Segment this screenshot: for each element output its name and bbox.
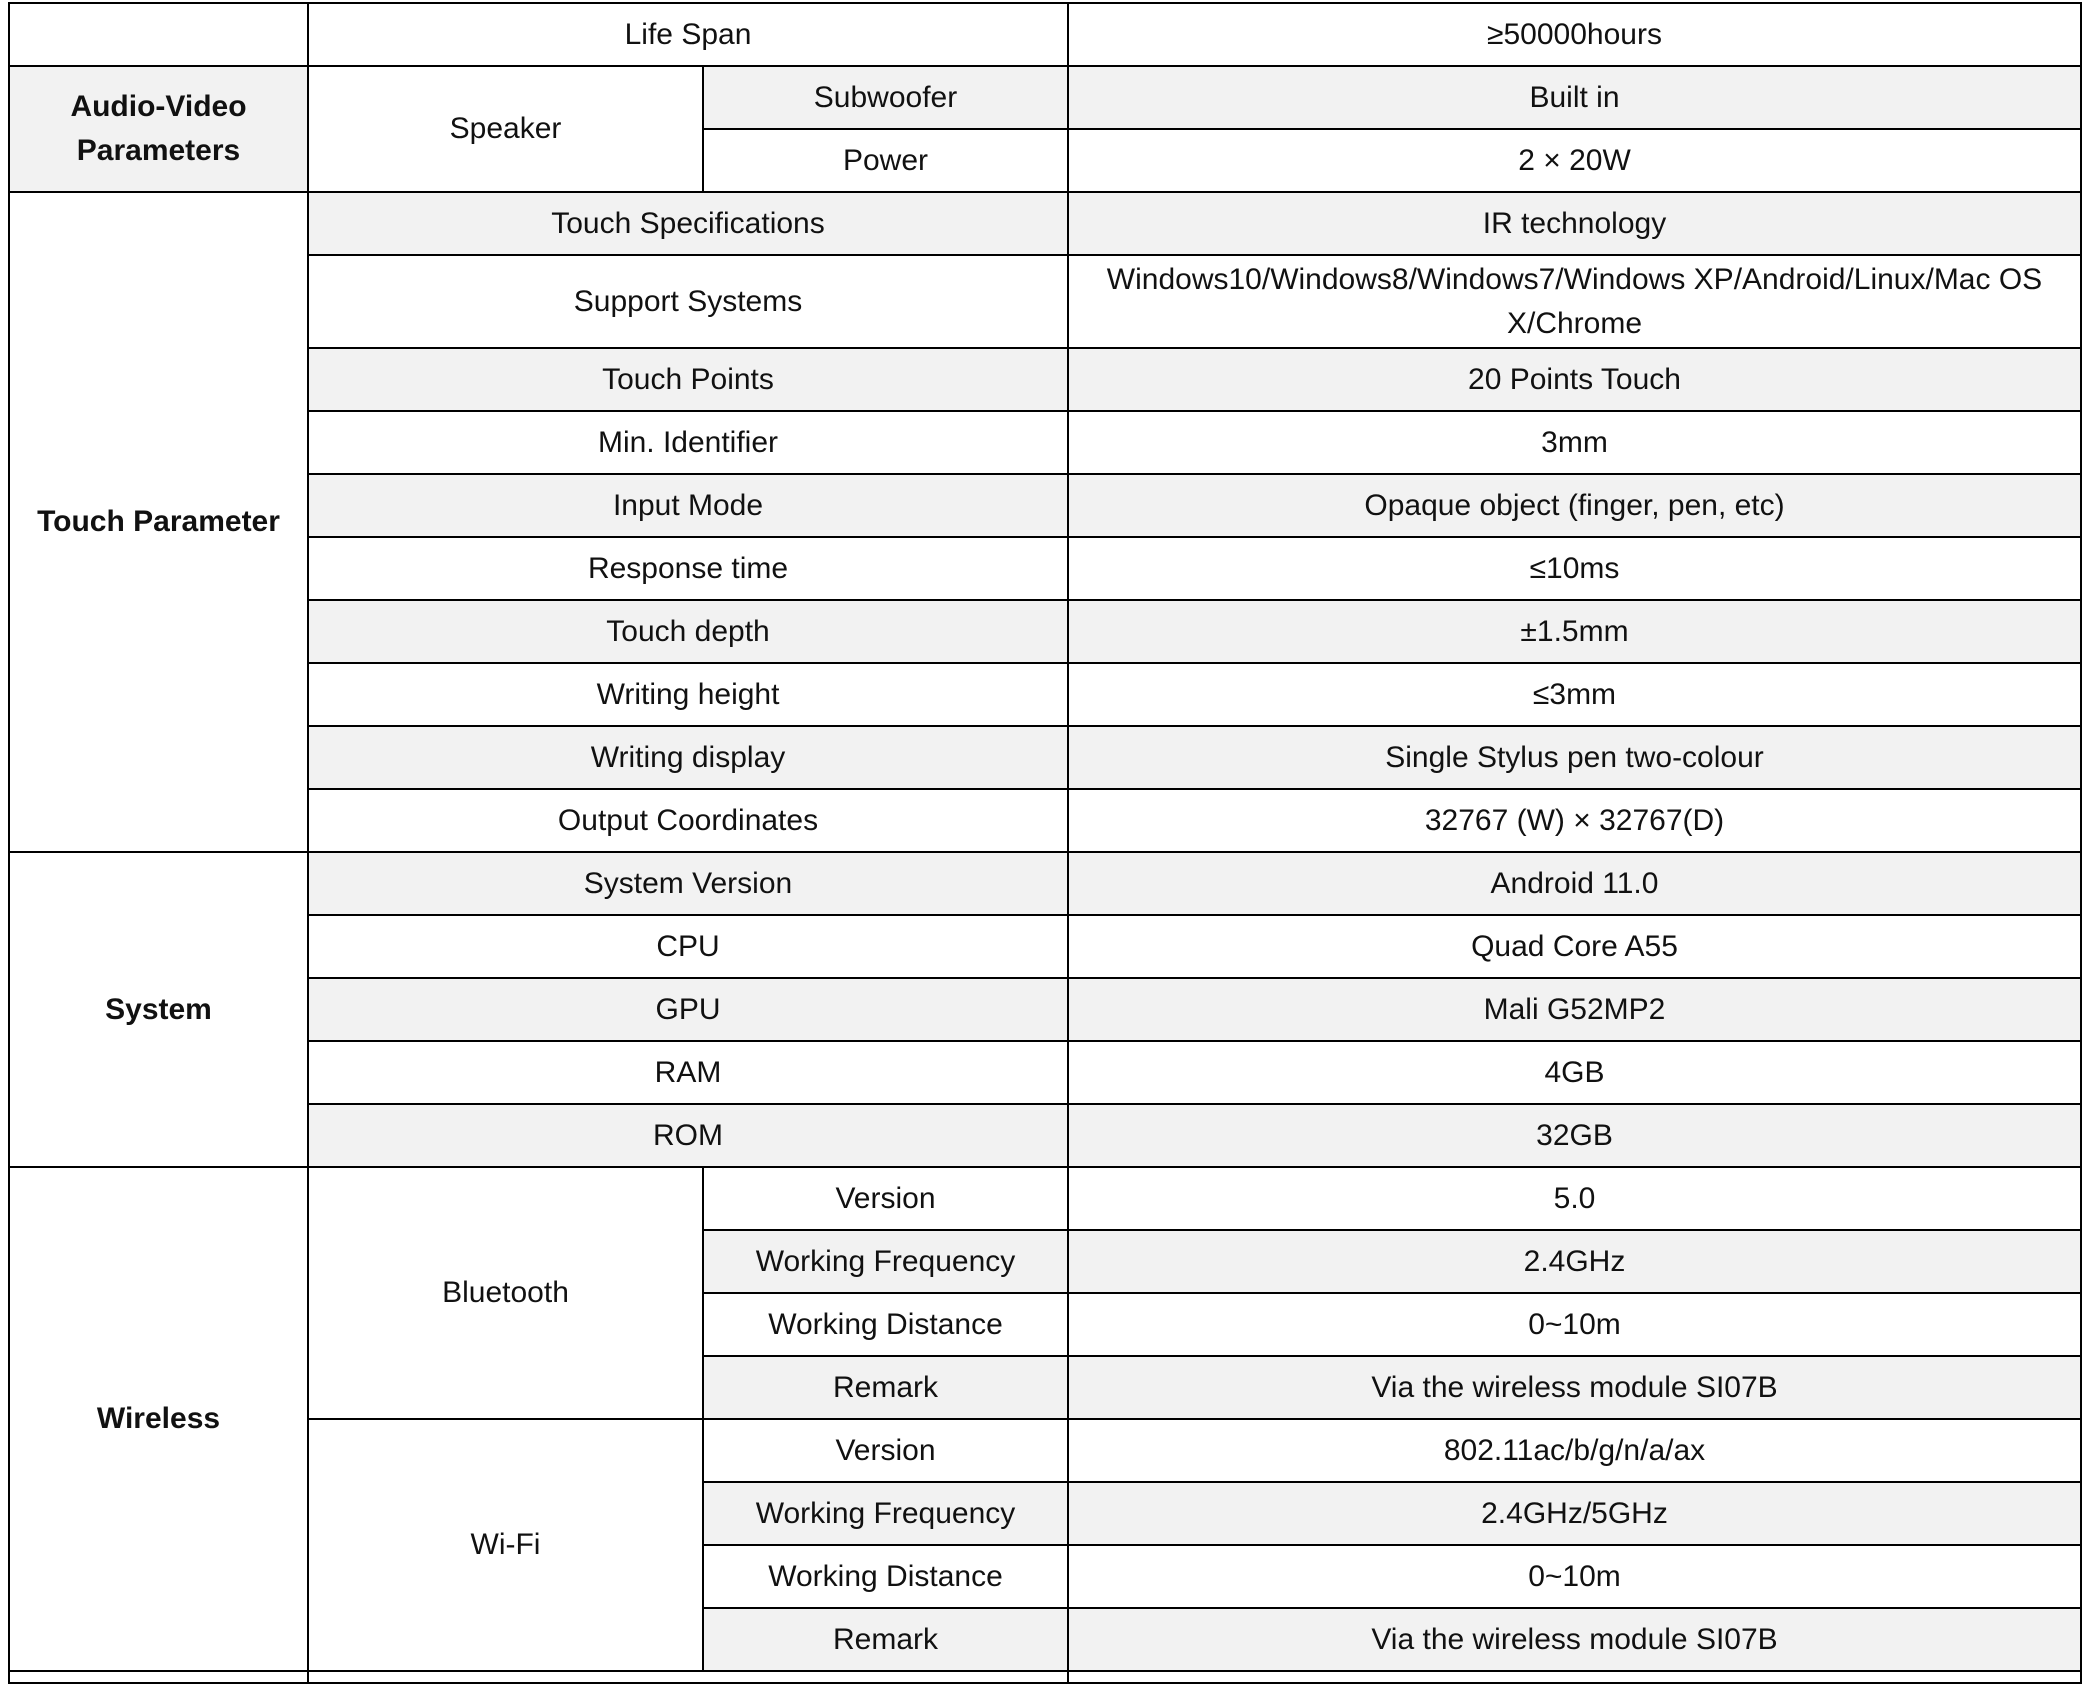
table-row-cutoff	[9, 1671, 2081, 1683]
param-value: Opaque object (finger, pen, etc)	[1068, 474, 2081, 537]
cutoff-cell	[1068, 1671, 2081, 1683]
category-system: System	[9, 852, 308, 1167]
param-label: ROM	[308, 1104, 1068, 1167]
param-group-wifi: Wi-Fi	[308, 1419, 703, 1671]
param-value: IR technology	[1068, 192, 2081, 255]
table-row	[9, 192, 2081, 255]
param-value: ±1.5mm	[1068, 600, 2081, 663]
param-value: 2 × 20W	[1068, 129, 2081, 192]
param-value: 32767 (W) × 32767(D)	[1068, 789, 2081, 852]
category-cell-empty	[9, 3, 308, 66]
cutoff-cell	[308, 1671, 1068, 1683]
table-row	[9, 600, 2081, 663]
param-label: Version	[703, 1419, 1068, 1482]
table-row	[9, 66, 2081, 129]
table-row	[9, 348, 2081, 411]
param-value: 0~10m	[1068, 1545, 2081, 1608]
param-label: Response time	[308, 537, 1068, 600]
param-value: Windows10/Windows8/Windows7/Windows XP/Android/Linux/Mac OS X/Chrome	[1068, 255, 2081, 348]
param-label: Input Mode	[308, 474, 1068, 537]
param-label: Power	[703, 129, 1068, 192]
param-label: Remark	[703, 1356, 1068, 1419]
param-label: Touch Specifications	[308, 192, 1068, 255]
table-row	[9, 1419, 2081, 1482]
table-row	[9, 1041, 2081, 1104]
param-value: Via the wireless module SI07B	[1068, 1356, 2081, 1419]
param-value: Android 11.0	[1068, 852, 2081, 915]
param-label: Remark	[703, 1608, 1068, 1671]
table-row	[9, 255, 2081, 348]
param-label: Subwoofer	[703, 66, 1068, 129]
table-row	[9, 1104, 2081, 1167]
param-label: Support Systems	[308, 255, 1068, 348]
table-row	[9, 3, 2081, 66]
param-value: ≥50000hours	[1068, 3, 2081, 66]
param-value: Built in	[1068, 66, 2081, 129]
param-label: Min. Identifier	[308, 411, 1068, 474]
param-value: 20 Points Touch	[1068, 348, 2081, 411]
category-touch: Touch Parameter	[9, 192, 308, 852]
table-row	[9, 537, 2081, 600]
param-value: 32GB	[1068, 1104, 2081, 1167]
table-row	[9, 411, 2081, 474]
param-label: Working Frequency	[703, 1230, 1068, 1293]
param-label: Touch depth	[308, 600, 1068, 663]
param-value: 3mm	[1068, 411, 2081, 474]
param-value: 5.0	[1068, 1167, 2081, 1230]
param-value: 802.11ac/b/g/n/a/ax	[1068, 1419, 2081, 1482]
param-label: Working Distance	[703, 1545, 1068, 1608]
table-row	[9, 1167, 2081, 1230]
param-label: System Version	[308, 852, 1068, 915]
param-value: ≤10ms	[1068, 537, 2081, 600]
param-value: Via the wireless module SI07B	[1068, 1608, 2081, 1671]
param-label: Writing display	[308, 726, 1068, 789]
table-row	[9, 474, 2081, 537]
table-row	[9, 726, 2081, 789]
table-row	[9, 915, 2081, 978]
param-label: Touch Points	[308, 348, 1068, 411]
category-wireless: Wireless	[9, 1167, 308, 1671]
param-label: Working Distance	[703, 1293, 1068, 1356]
param-label: Working Frequency	[703, 1482, 1068, 1545]
param-value: 0~10m	[1068, 1293, 2081, 1356]
table-row	[9, 663, 2081, 726]
param-value: Single Stylus pen two-colour	[1068, 726, 2081, 789]
param-value: Mali G52MP2	[1068, 978, 2081, 1041]
param-value: 2.4GHz/5GHz	[1068, 1482, 2081, 1545]
param-label: Writing height	[308, 663, 1068, 726]
param-label: RAM	[308, 1041, 1068, 1104]
param-label: Life Span	[308, 3, 1068, 66]
param-value: ≤3mm	[1068, 663, 2081, 726]
spec-table	[8, 2, 2082, 1684]
param-label: Output Coordinates	[308, 789, 1068, 852]
param-group-bluetooth: Bluetooth	[308, 1167, 703, 1419]
table-row	[9, 789, 2081, 852]
param-label: Version	[703, 1167, 1068, 1230]
table-row	[9, 978, 2081, 1041]
category-audio-video: Audio-Video Parameters	[9, 66, 308, 192]
cutoff-cell	[9, 1671, 308, 1683]
param-value: 4GB	[1068, 1041, 2081, 1104]
param-label: GPU	[308, 978, 1068, 1041]
param-value: Quad Core A55	[1068, 915, 2081, 978]
table-row	[9, 852, 2081, 915]
param-group-speaker: Speaker	[308, 66, 703, 192]
param-label: CPU	[308, 915, 1068, 978]
param-value: 2.4GHz	[1068, 1230, 2081, 1293]
